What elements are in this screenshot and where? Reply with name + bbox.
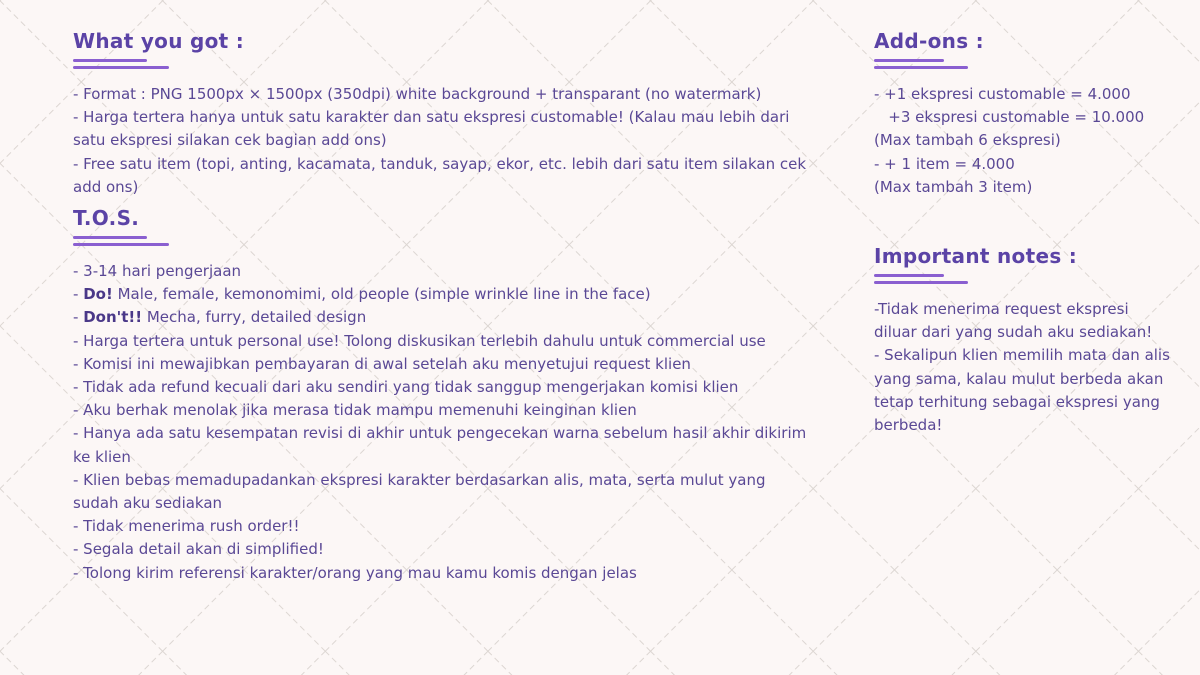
list-item: - 3-14 hari pengerjaan	[73, 262, 242, 281]
addons-heading: Add-ons :	[874, 29, 984, 53]
list-item: -Tidak menerima request ekspresi diluar dari yang sudah aku sediakan!	[874, 300, 1153, 342]
heading-underline	[73, 236, 813, 246]
list-item-text: Male, female, kemonomimi, old people (simple wrinkle line in the face)	[112, 285, 651, 304]
left-column	[73, 28, 813, 585]
list-item: - Sekalipun klien memilih mata dan alis yang sama, kalau mulut berbeda akan tetap terhitung sebagai ekspresi yang berbeda!	[874, 346, 1170, 435]
list-item: - Harga tertera untuk personal use! Tolong diskusikan terlebih dahulu untuk commercial use	[73, 331, 766, 350]
what-you-got-list	[73, 83, 813, 199]
right-column	[874, 28, 1174, 437]
list-item: - Hanya ada satu kesempatan revisi di akhir untuk pengecekan warna sebelum hasil akhir dikirim ke klien	[73, 424, 807, 466]
tos-list	[73, 260, 813, 585]
what-you-got-heading: What you got :	[73, 29, 245, 53]
list-item: (Max tambah 3 item)	[874, 177, 1033, 196]
list-item-prefix: -	[73, 308, 84, 327]
list-item: - Aku berhak menolak jika merasa tidak mampu memenuhi keinginan klien	[73, 401, 637, 420]
list-item: - Format : PNG 1500px × 1500px (350dpi) white background + transparant (no watermark)	[73, 85, 762, 103]
list-item: - Klien bebas memadupadankan ekspresi karakter berdasarkan alis, mata, serta mulut yang sudah aku sediakan	[73, 470, 766, 513]
list-item: - Komisi ini mewajibkan pembayaran di awal setelah aku menyetujui request klien	[73, 354, 691, 373]
heading-underline	[73, 59, 813, 69]
addons-list	[874, 83, 1174, 199]
dont-label: Don't!!	[83, 308, 143, 327]
list-item: - Tidak menerima rush order!!	[73, 517, 300, 536]
addons-section	[874, 28, 1174, 199]
list-item: - Tidak ada refund kecuali dari aku sendiri yang tidak sanggup mengerjakan komisi klien	[73, 378, 739, 397]
tos-heading: T.O.S.	[73, 206, 140, 231]
heading-underline	[874, 59, 1174, 69]
list-item: - Segala detail akan di simplified!	[73, 540, 324, 559]
what-you-got-section	[73, 28, 813, 199]
list-item: +3 ekspresi customable = 10.000	[874, 108, 1145, 127]
list-item	[73, 306, 813, 329]
important-notes-section	[874, 243, 1174, 437]
list-item: - + 1 item = 4.000	[874, 154, 1015, 173]
important-notes-heading: Important notes :	[874, 244, 1078, 269]
important-notes-list	[874, 298, 1174, 437]
list-item: - Harga tertera hanya untuk satu karakter dan satu ekspresi customable! (Kalau mau lebih dari satu ekspresi silakan cek bagian add ons)	[73, 108, 790, 150]
list-item: - Tolong kirim referensi karakter/orang yang mau kamu komis dengan jelas	[73, 563, 637, 582]
do-label: Do!	[83, 285, 113, 304]
list-item-text: Mecha, furry, detailed design	[142, 308, 367, 327]
list-item: (Max tambah 6 ekspresi)	[874, 131, 1061, 150]
heading-underline	[874, 274, 1174, 284]
list-item: - Free satu item (topi, anting, kacamata, tanduk, sayap, ekor, etc. lebih dari satu item silakan cek add ons)	[73, 154, 807, 196]
tos-section	[73, 205, 813, 585]
list-item-prefix: -	[73, 285, 84, 304]
list-item: - +1 ekspresi customable = 4.000	[874, 85, 1131, 103]
list-item	[73, 283, 813, 306]
